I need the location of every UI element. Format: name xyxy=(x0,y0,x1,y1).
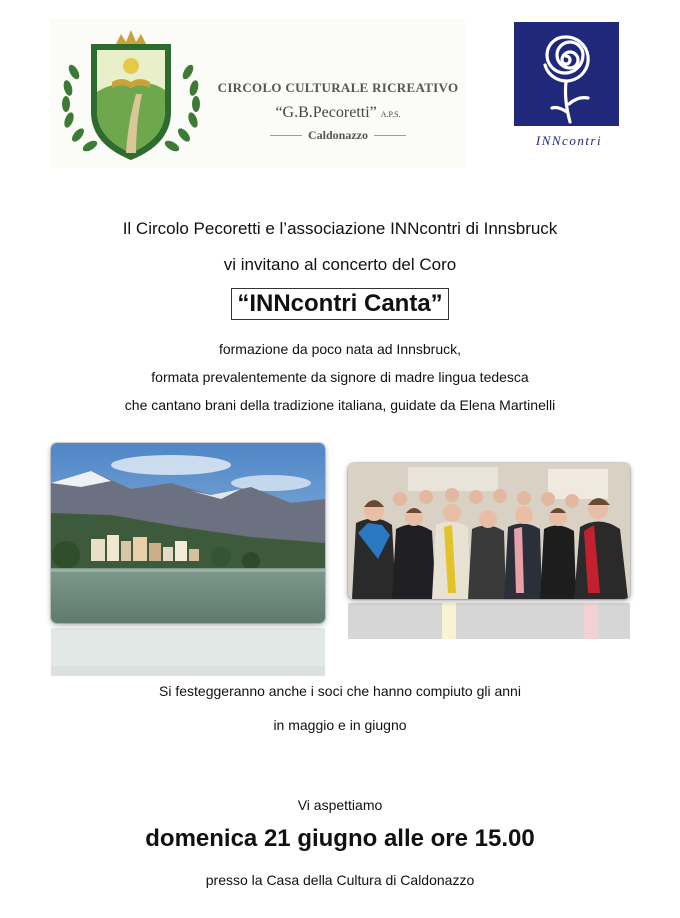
organization-name xyxy=(213,80,463,143)
gold-rule-right xyxy=(374,135,406,136)
innsbruck-photo-reflection xyxy=(51,628,325,676)
description-line-3: che cantano brani della tradizione italiana, guidate da Elena Martinelli xyxy=(124,397,556,413)
innsbruck-landscape-illustration xyxy=(51,443,325,623)
description-line-2: formata prevalentemente da signore di madre lingua tedesca xyxy=(151,369,529,385)
intro-line-2: vi invitano al concerto del Coro xyxy=(223,255,457,274)
celebration-line-2: in maggio e in giugno xyxy=(273,717,407,733)
org-name-line3 xyxy=(213,128,463,143)
gold-rule-left xyxy=(270,135,302,136)
celebration-line-1: Si festeggeranno anche i soci che hanno compiuto gli anni xyxy=(159,683,521,699)
reflection-illustration xyxy=(348,603,630,639)
event-date: domenica 21 giugno alle ore 15.00 xyxy=(145,825,535,852)
innsbruck-riverside-photo xyxy=(51,443,325,623)
invitation-closing: Vi aspettiamo xyxy=(297,797,383,813)
description-line-1: formazione da poco nata ad Innsbruck, xyxy=(218,341,462,357)
event-title-wrap xyxy=(0,288,680,320)
choir-group-photo xyxy=(348,463,630,599)
header-organization-block xyxy=(50,18,465,168)
org-name-line2 xyxy=(213,104,463,122)
shield-crest-icon xyxy=(56,22,206,168)
partner-logo-caption: INNcontri xyxy=(535,133,603,148)
choir-photo-reflection xyxy=(348,603,630,639)
reflection-illustration xyxy=(51,628,325,676)
choir-group-illustration xyxy=(348,463,630,599)
org-name-line1: CIRCOLO CULTURALE RICREATIVO xyxy=(217,80,459,95)
intro-line-1: Il Circolo Pecoretti e l’associazione INNcontri di Innsbruck xyxy=(122,219,558,238)
org-town: Caldonazzo xyxy=(308,128,368,142)
event-title: “INNcontri Canta” xyxy=(231,288,448,320)
org-name-pecoretti: “G.B.Pecoretti” xyxy=(275,104,377,121)
partner-logo xyxy=(514,22,619,126)
event-venue: presso la Casa della Cultura di Caldonazzo xyxy=(205,872,475,888)
org-aps: A.P.S. xyxy=(380,110,401,119)
spiral-flower-icon xyxy=(514,22,619,126)
